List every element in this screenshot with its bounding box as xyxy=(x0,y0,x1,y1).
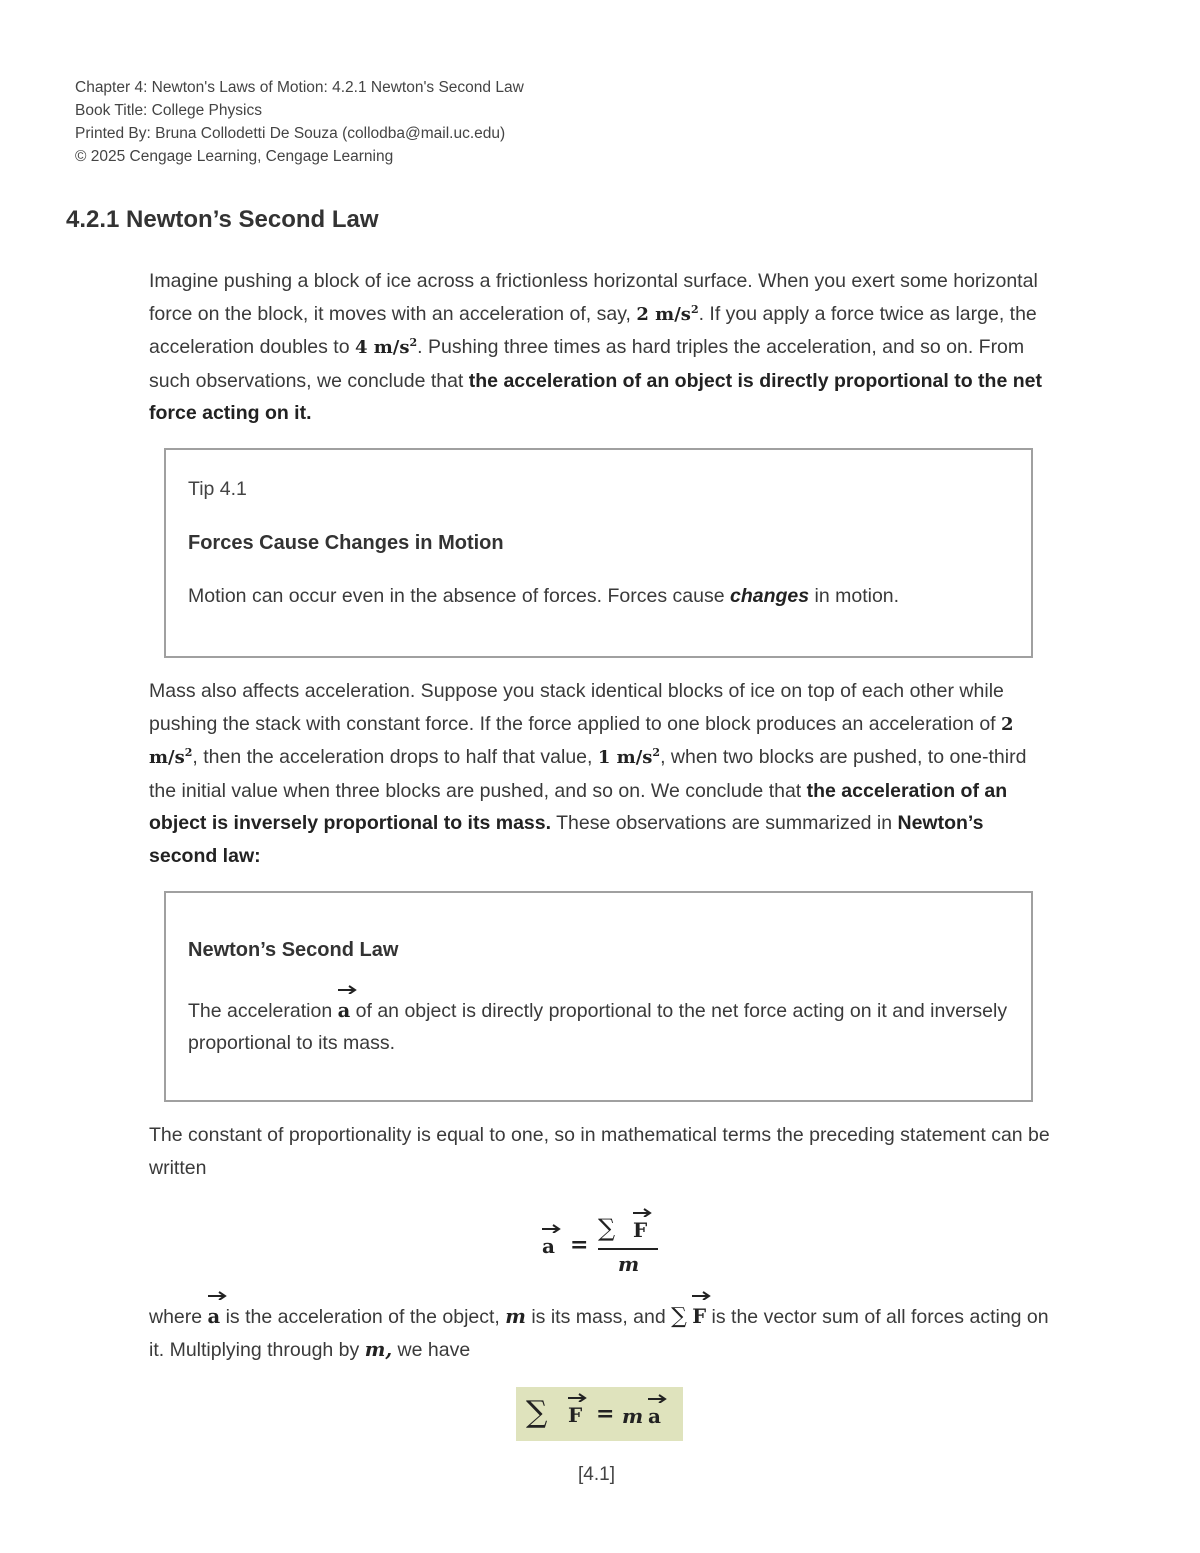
paragraph-mass xyxy=(149,675,1054,872)
equation-acceleration xyxy=(540,1208,660,1278)
para1-text-2: . If you apply a force twice as large, the acceleration doubles to xyxy=(149,302,1037,358)
inline-vector-f: F xyxy=(692,1301,706,1334)
equation-4-1-highlight xyxy=(516,1387,683,1441)
vector-a-symbol: a xyxy=(338,995,351,1027)
value-2-mps2: 2 $m/s^2$ xyxy=(636,302,699,325)
eq1-sum: ∑ xyxy=(598,1214,616,1242)
tip-label: Tip 4.1 xyxy=(188,478,247,500)
value-4-mps2: 4 $m/s^2$ xyxy=(354,336,418,358)
tip-box xyxy=(164,448,1033,658)
para1-text-1: Imagine pushing a block of ice across a frictionless horizontal surface. When you exert some horizontal force on the block, it moves with an acceleration of, say, xyxy=(149,270,1038,325)
eq2-mass: m xyxy=(622,1404,644,1428)
tip-text: Motion can occur even in the absence of forces. Forces cause changes in motion. xyxy=(188,585,900,607)
inline-m: m xyxy=(505,1305,526,1328)
para2-text-3: , when two blocks are pushed, to one-third the initial value when three blocks are pushed, and so on. We conclude that xyxy=(149,746,1027,802)
header-copyright: © 2025 Cengage Learning, Cengage Learning xyxy=(75,148,394,165)
value-1-mps2: 1 $m/s^2$ xyxy=(597,746,661,768)
newtons-second-law-term: Newton’s second law: xyxy=(149,812,984,867)
paragraph-proportionality: The constant of proportionality is equal to one, so in mathematical terms the preceding statement can be written xyxy=(149,1124,1050,1179)
law-title: Newton’s Second Law xyxy=(188,939,399,961)
eq1-a: a xyxy=(542,1234,555,1258)
eq1-fraction-bar xyxy=(598,1248,658,1250)
para2-conclusion: the acceleration of an object is inversely proportional to its mass. xyxy=(149,779,1008,834)
inline-sum: ∑ xyxy=(671,1304,687,1329)
section-title: 4.2.1 Newton’s Second Law xyxy=(66,206,379,233)
tip-emphasis: changes xyxy=(729,585,810,607)
paragraph-where: where a is the acceleration of the object, m is its mass, and ∑ F is the vector sum of all forces acting on it. Multiplying through by m, we have xyxy=(149,1301,1054,1366)
inline-m-2: m, xyxy=(364,1337,393,1361)
header-printed-by: Printed By: Bruna Collodetti De Souza (collodba@mail.uc.edu) xyxy=(75,125,506,142)
para1-conclusion: the acceleration of an object is directly proportional to the net force acting on it. xyxy=(149,369,1042,424)
eq2-force: F xyxy=(568,1403,582,1427)
eq2-accel: a xyxy=(648,1404,661,1428)
eq2-sum: ∑ xyxy=(526,1395,548,1430)
equation-number: [4.1] xyxy=(578,1464,615,1485)
inline-vector-a: a xyxy=(208,1301,221,1334)
tip-title: Forces Cause Changes in Motion xyxy=(188,532,504,554)
header-chapter: Chapter 4: Newton's Laws of Motion: 4.2.1 Newton's Second Law xyxy=(75,79,524,96)
eq1-equals: = xyxy=(570,1232,589,1258)
para2-text-1: Mass also affects acceleration. Suppose you stack identical blocks of ice on top of each other while pushing the stack with constant force. If the force applied to one block produces an acceleration of xyxy=(149,680,1004,735)
page-header xyxy=(75,76,524,168)
para2-text-2: , then the acceleration drops to half that value, xyxy=(192,746,598,768)
header-book-title: Book Title: College Physics xyxy=(75,102,262,119)
eq1-force: F xyxy=(633,1218,647,1242)
law-box xyxy=(164,891,1033,1102)
paragraph-intro xyxy=(149,265,1054,430)
law-text: The acceleration a of an object is directly proportional to the net force acting on it and inversely proportional to its mass. xyxy=(188,995,1008,1059)
value-2-mps2-b: 2 $m/s^2$ xyxy=(149,713,1014,768)
eq1-mass: m xyxy=(618,1252,640,1276)
eq2-equals: = xyxy=(596,1401,615,1427)
para1-text-3: . Pushing three times as hard triples the acceleration, and so on. From such observations, we conclude that xyxy=(149,336,1025,392)
para2-text-4: These observations are summarized in xyxy=(551,812,898,834)
